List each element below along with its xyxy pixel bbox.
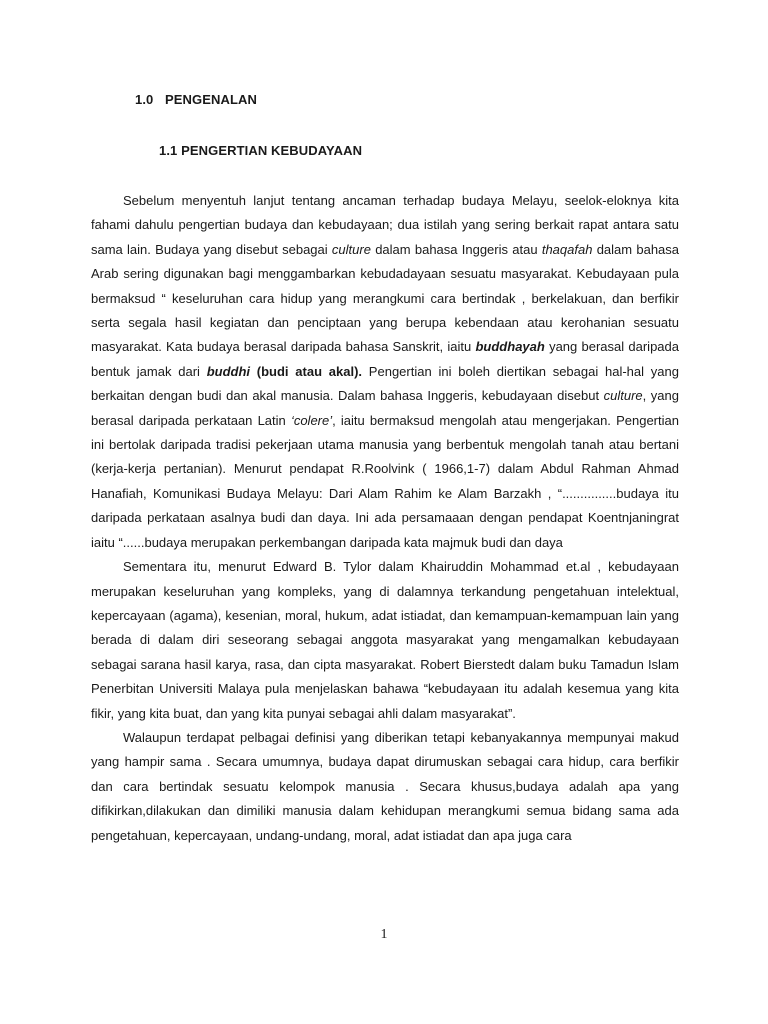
- p1-text-1: Sebelum menyentuh lanjut tentang ancaman terhadap budaya Melayu, seelok-eloknya kita fahami dahulu pengertian budaya dan kebudayaan; dua istilah yang sering berkait rapat antara satu sama lain. Budaya yang disebut sebagai: [91, 193, 679, 257]
- term-colere: ‘colere’: [290, 412, 333, 428]
- p1-text-6: , yang berasal daripada perkataan Latin: [91, 388, 679, 428]
- term-buddhi: buddhi: [206, 363, 251, 379]
- p1-text-7: , iaitu bermaksud mengolah atau mengerjakan. Pengertian ini bertolak daripada tradisi pekerjaan utama manusia yang berbentuk mengolah tanah atau bertani (kerja-kerja pertanian). Menurut pendapat R.Roolvink ( 1966,1-7) dalam Abdul Rahman Ahmad Hanafiah, Komunikasi Budaya Melayu: Dari Alam Rahim ke Alam Barzakh , “...............budaya itu daripada perkataan asalnya budi dan daya. Ini ada persamaaan dengan pendapat Koentnjaningrat iaitu “......budaya merupakan perkembangan daripada kata majmuk budi dan daya: [91, 412, 679, 550]
- section-heading: [135, 92, 257, 107]
- p1-text-3: dalam bahasa Arab sering digunakan bagi menggambarkan kebudadayaan sesuatu masyarakat. Kebudayaan pula bermaksud “ keseluruhan cara hidup yang merangkumi cara bertindak , berkelakuan, dan berfikir serta segala hasil kegiatan dan penciptaan yang berupa kebendaan atau kerohanian sesuatu masyarakat. Kata budaya berasal daripada bahasa Sanskrit, iaitu: [91, 241, 680, 355]
- term-culture-2: culture: [603, 388, 643, 404]
- p1-text-4: yang berasal daripada bentuk jamak dari: [91, 339, 679, 379]
- term-budi-akal: (budi atau akal).: [250, 363, 363, 379]
- paragraph-3: Walaupun terdapat pelbagai definisi yang diberikan tetapi kebanyakannya mempunyai makud yang hampir sama . Secara umumnya, budaya dapat dirumuskan sebagai cara hidup, cara berfikir dan cara bertindak sesuatu kelompok manusia . Secara khusus,budaya adalah apa yang difikirkan,dilakukan dan dimiliki manusia dalam kehidupan merangkumi semua bidang sama ada pengetahuan, kepercayaan, undang-undang, moral, adat istiadat dan apa juga cara: [91, 729, 679, 843]
- section-title: PENGENALAN: [165, 92, 258, 107]
- term-thaqafah: thaqafah: [541, 241, 593, 257]
- p1-text-2: dalam bahasa Inggeris atau: [370, 241, 542, 257]
- section-number: 1.0: [135, 92, 154, 107]
- paragraph-2: Sementara itu, menurut Edward B. Tylor dalam Khairuddin Mohammad et.al , kebudayaan merupakan keseluruhan yang kompleks, yang di dalamnya terkandung pengetahuan intelektual, kepercayaan (agama), kesenian, moral, hukum, adat istiadat, dan kemampuan-kemampuan lain yang berada di dalam diri seseorang sebagai anggota masyarakat yang mengamalkan kebudayaan sebagai sarana hasil karya, rasa, dan cipta masyarakat. Robert Bierstedt dalam buku Tamadun Islam Penerbitan Universiti Malaya pula menjelaskan bahawa “kebudayaan itu adalah kesemua yang kita fikir, yang kita buat, dan yang kita punyai sebagai ahli dalam masyarakat”.: [91, 559, 679, 721]
- body-text: [91, 189, 679, 848]
- term-culture: culture: [331, 241, 371, 257]
- p1-text-5: Pengertian ini boleh diertikan sebagai hal-hal yang berkaitan dengan budi dan akal manusia. Dalam bahasa Inggeris, kebudayaan disebut: [91, 363, 679, 404]
- paragraph-1: [91, 189, 679, 555]
- subsection-heading: 1.1 PENGERTIAN KEBUDAYAAN: [159, 143, 363, 158]
- term-buddhayah: buddhayah: [475, 339, 545, 355]
- page-number: 1: [380, 927, 388, 942]
